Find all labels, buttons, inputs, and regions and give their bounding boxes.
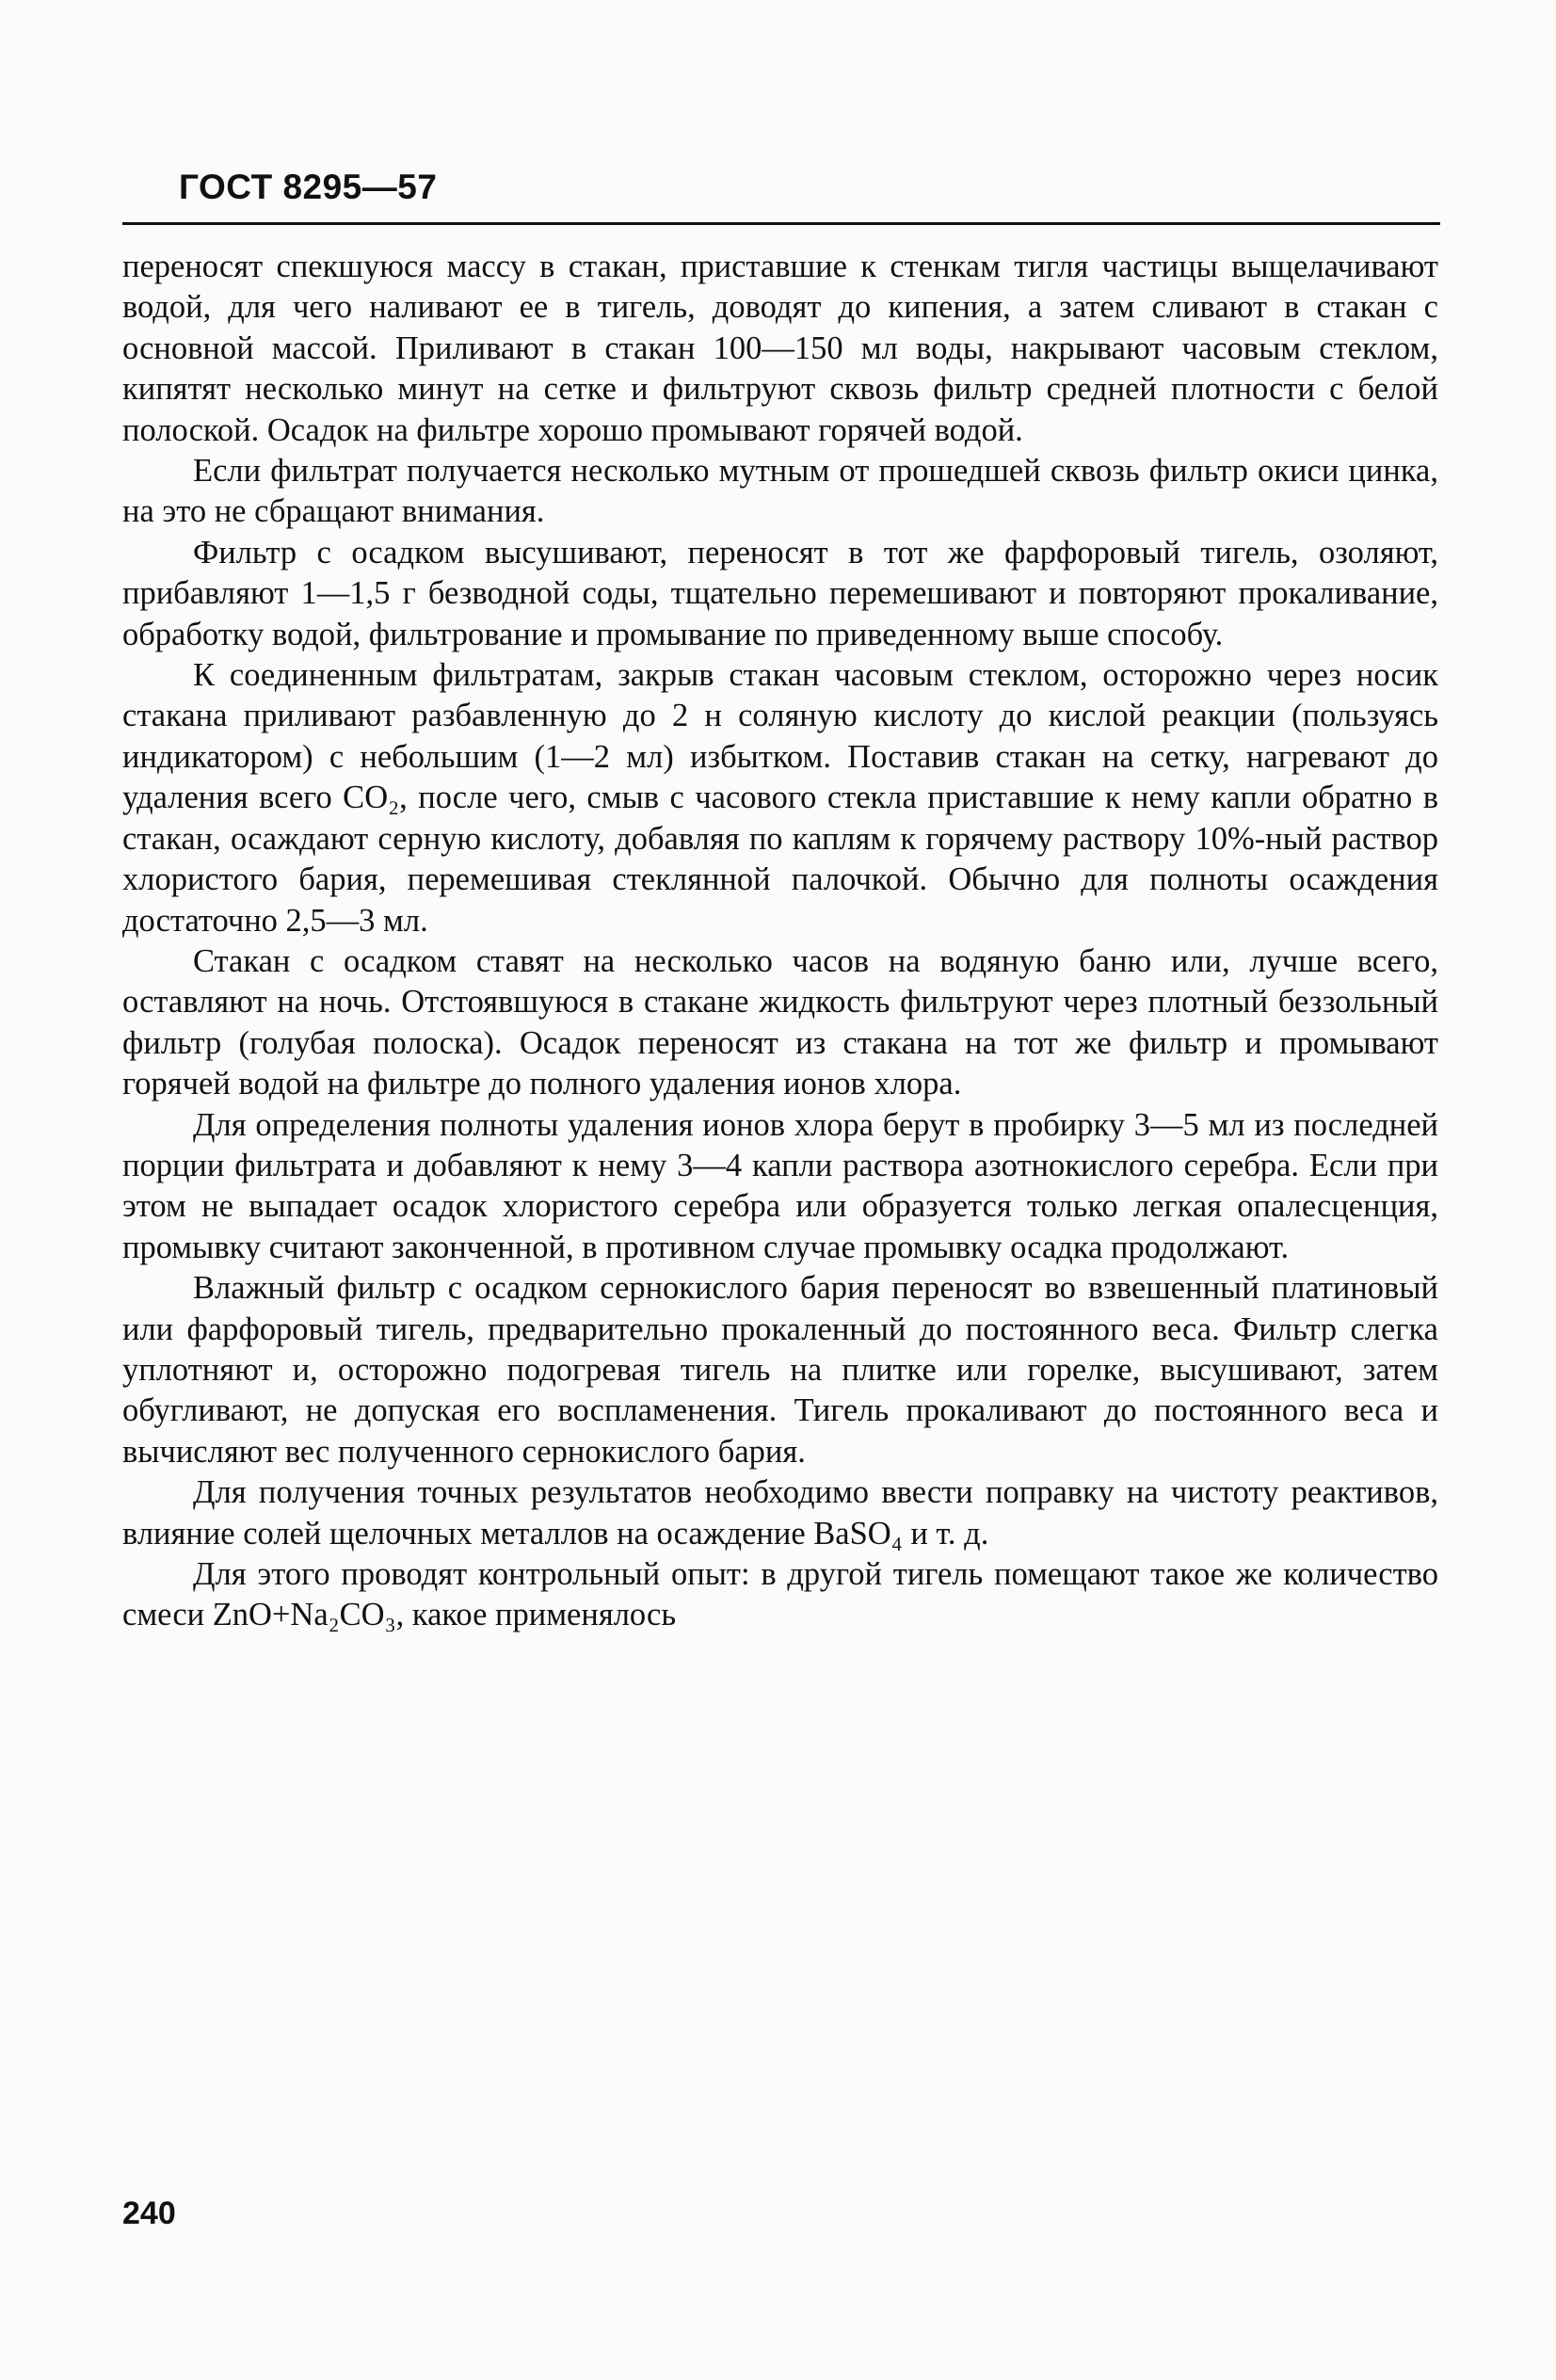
paragraph: Для получения точных результатов необходимо ввести поправку на чистоту реактивов, влияние солей щелочных металлов на осаждение BaSO₄ и т. д. xyxy=(122,1474,1438,1552)
paragraph: Для определения полноты удаления ионов хлора берут в пробирку 3—5 мл из последней порции фильтрата и добавляют к нему 3—4 капли раствора азотнокислого серебра. Если при этом не выпадает осадок хлористого серебра или образуется только легкая опалесценция, промывку считают законченной, в противном случае промывку осадка продолжают. xyxy=(122,1106,1438,1265)
header-rule xyxy=(122,222,1440,225)
paragraph: К соединенным фильтратам, закрыв стакан часовым стеклом, осторожно через носик стакана приливают разбавленную до 2 н соляную кислоту до кислой реакции (пользуясь индикатором) с небольшим (1—2 мл) избытком. Поставив стакан на сетку, нагревают до удаления всего СО₂, после чего, смыв с часового стекла приставшие к нему капли обратно в стакан, осаждают серную кислоту, добавляя по каплям к горячему раствору 10%-ный раствор хлористого бария, перемешивая стеклянной палочкой. Обычно для полноты осаждения достаточно 2,5—3 мл. xyxy=(122,657,1438,939)
document-header: ГОСТ 8295—57 xyxy=(179,168,438,206)
body-text xyxy=(122,247,1438,1636)
page-number: 240 xyxy=(122,2195,176,2231)
paragraph: Стакан с осадком ставят на несколько часов на водяную баню или, лучше всего, оставляют на ночь. Отстоявшуюся в стакане жидкость фильтруют через плотный беззольный фильтр (голубая полоска). Осадок переносят из стакана на тот же фильтр и промывают горячей водой на фильтре до полного удаления ионов хлора. xyxy=(122,942,1438,1102)
paragraph: Влажный фильтр с осадком сернокислого бария переносят во взвешенный платиновый или фарфоровый тигель, предварительно прокаленный до постоянного веса. Фильтр слегка уплотняют и, осторожно подогревая тигель на плитке или горелке, высушивают, затем обугливают, не допуская его воспламенения. Тигель прокаливают до постоянного веса и вычисляют вес полученного сернокислого бария. xyxy=(122,1270,1438,1470)
paragraph: Фильтр с осадком высушивают, переносят в тот же фарфоровый тигель, озоляют, прибавляют 1—1,5 г безводной соды, тщательно перемешивают и повторяют прокаливание, обработку водой, фильтрование и промывание по приведенному выше способу. xyxy=(122,534,1438,652)
paragraph: Для этого проводят контрольный опыт: в другой тигель помещают такое же количество смеси ZnO+Na₂CO₃, какое применялось xyxy=(122,1556,1438,1633)
paragraph: Если фильтрат получается несколько мутным от прошедшей сквозь фильтр окиси цинка, на это не сбращают внимания. xyxy=(122,453,1438,530)
paragraph: переносят спекшуюся массу в стакан, приставшие к стенкам тигля частицы выщелачивают водой, для чего наливают ее в тигель, доводят до кипения, а затем сливают в стакан с основной массой. Приливают в стакан 100—150 мл воды, накрывают часовым стеклом, кипятят несколько минут на сетке и фильтруют сквозь фильтр средней плотности с белой полоской. Осадок на фильтре хорошо промывают горячей водой. xyxy=(122,249,1438,448)
